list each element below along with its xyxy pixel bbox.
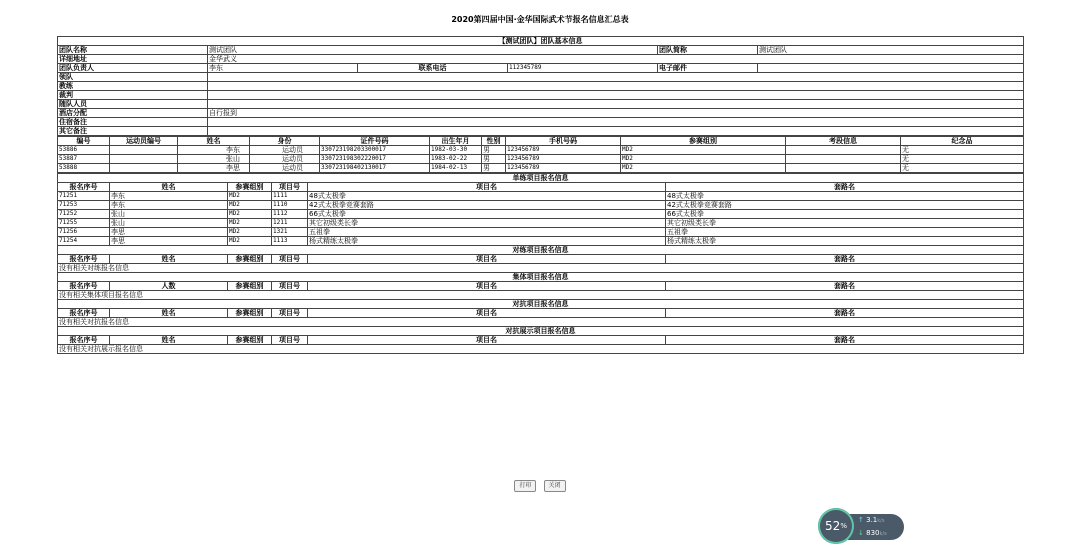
single-event-name: 42式太极拳竞赛套路 <box>308 201 666 210</box>
table-row <box>58 210 1024 219</box>
leader-label: 团队负责人 <box>58 64 208 73</box>
team-short-value: 测试团队 <box>758 46 1024 55</box>
download-speed: 830 <box>866 529 880 537</box>
print-button[interactable]: 打印 <box>514 480 536 492</box>
single-header: 姓名 <box>110 183 228 192</box>
athlete-name: 李东 <box>178 146 250 155</box>
single-reg-no: 71255 <box>58 219 110 228</box>
single-reg-no: 71251 <box>58 192 110 201</box>
basic-info-title: 【测试团队】团队基本信息 <box>58 37 1024 46</box>
athlete-phone: 123456789 <box>506 164 621 173</box>
single-group: MD2 <box>228 228 272 237</box>
athlete-id: 53887 <box>58 155 110 164</box>
zhanshi-header: 套路名 <box>666 336 1024 345</box>
email-value <box>758 64 1024 73</box>
athlete-table <box>57 136 1024 173</box>
table-row <box>58 146 1024 155</box>
athlete-gender: 男 <box>482 146 506 155</box>
athlete-role: 运动员 <box>250 164 320 173</box>
table-row <box>58 201 1024 210</box>
zhanshi-title: 对抗展示项目报名信息 <box>58 327 1024 336</box>
single-event-no: 1321 <box>272 228 308 237</box>
athlete-name: 张山 <box>178 155 250 164</box>
single-event-no: 1113 <box>272 237 308 246</box>
lodging-note-label: 住宿备注 <box>58 118 208 127</box>
single-group: MD2 <box>228 210 272 219</box>
athlete-header: 考段信息 <box>786 137 901 146</box>
memory-percent: 52 <box>825 519 841 533</box>
table-row <box>58 192 1024 201</box>
hotel-value: 自行报到 <box>208 109 1024 118</box>
group-header: 人数 <box>110 282 228 291</box>
group-header: 项目号 <box>272 282 308 291</box>
single-event-name: 48式太极拳 <box>308 192 666 201</box>
single-event-name: 杨式精练太极拳 <box>308 237 666 246</box>
athlete-header: 参赛组别 <box>621 137 786 146</box>
duilian-header: 套路名 <box>666 255 1024 264</box>
athlete-header: 编号 <box>58 137 110 146</box>
athlete-exam <box>786 164 901 173</box>
single-name: 张山 <box>110 219 228 228</box>
athlete-header: 证件号码 <box>320 137 430 146</box>
single-event-no: 1111 <box>272 192 308 201</box>
single-reg-no: 71256 <box>58 228 110 237</box>
duikang-header: 项目名 <box>308 309 666 318</box>
athlete-header: 运动员编号 <box>110 137 178 146</box>
zhanshi-header: 姓名 <box>110 336 228 345</box>
single-event-name: 五祖拳 <box>308 228 666 237</box>
single-event-table <box>57 173 1024 354</box>
single-event-no: 1110 <box>272 201 308 210</box>
team-name-label: 团队名称 <box>58 46 208 55</box>
single-event-no: 1112 <box>272 210 308 219</box>
network-speed-widget[interactable] <box>818 508 914 544</box>
download-unit: k/s <box>879 531 887 537</box>
single-routine-name: 杨式精练太极拳 <box>666 237 1024 246</box>
single-reg-no: 71254 <box>58 237 110 246</box>
athlete-role: 运动员 <box>250 155 320 164</box>
group-header: 套路名 <box>666 282 1024 291</box>
athlete-group: MD2 <box>621 146 786 155</box>
single-group: MD2 <box>228 219 272 228</box>
single-name: 李东 <box>110 192 228 201</box>
table-row <box>58 228 1024 237</box>
suidui-value <box>208 100 1024 109</box>
phone-value: 112345789 <box>508 64 658 73</box>
athlete-header: 纪念品 <box>901 137 1024 146</box>
duilian-header: 姓名 <box>110 255 228 264</box>
hotel-label: 酒店分配 <box>58 109 208 118</box>
single-event-no: 1211 <box>272 219 308 228</box>
other-note-label: 其它备注 <box>58 127 208 136</box>
single-header: 项目名 <box>308 183 666 192</box>
athlete-group: MD2 <box>621 155 786 164</box>
single-routine-name: 66式太极拳 <box>666 210 1024 219</box>
duikang-header: 姓名 <box>110 309 228 318</box>
zhanshi-header: 参赛组别 <box>228 336 272 345</box>
single-event-name: 其它初级类长拳 <box>308 219 666 228</box>
table-row <box>58 164 1024 173</box>
memory-gauge[interactable] <box>818 508 854 544</box>
zhanshi-header: 项目号 <box>272 336 308 345</box>
duikang-header: 报名序号 <box>58 309 110 318</box>
other-note-value <box>208 127 1024 136</box>
duilian-header: 项目号 <box>272 255 308 264</box>
duilian-title: 对练项目报名信息 <box>58 246 1024 255</box>
upload-unit: k/s <box>877 518 885 524</box>
memory-percent-unit: % <box>840 522 847 530</box>
email-label: 电子邮件 <box>658 64 758 73</box>
table-row <box>58 219 1024 228</box>
duilian-header: 报名序号 <box>58 255 110 264</box>
single-name: 李东 <box>110 201 228 210</box>
action-buttons <box>0 472 1080 492</box>
single-header: 套路名 <box>666 183 1024 192</box>
athlete-idcard: 330723198402130017 <box>320 164 430 173</box>
zhanshi-empty: 没有相关对抗展示报名信息 <box>58 345 1024 354</box>
athlete-exam <box>786 146 901 155</box>
athlete-birth: 1982-03-30 <box>430 146 482 155</box>
single-header: 项目号 <box>272 183 308 192</box>
leader-value: 李东 <box>208 64 358 73</box>
single-header: 参赛组别 <box>228 183 272 192</box>
athlete-birth: 1984-02-13 <box>430 164 482 173</box>
single-group: MD2 <box>228 192 272 201</box>
table-row <box>58 237 1024 246</box>
single-routine-name: 其它初级类长拳 <box>666 219 1024 228</box>
duikang-header: 套路名 <box>666 309 1024 318</box>
single-name: 李思 <box>110 228 228 237</box>
team-short-label: 团队简称 <box>658 46 758 55</box>
athlete-group: MD2 <box>621 164 786 173</box>
lingdui-value <box>208 73 1024 82</box>
group-empty: 没有相关集体项目报名信息 <box>58 291 1024 300</box>
athlete-number <box>110 146 178 155</box>
download-arrow-icon: ↓ <box>858 529 864 537</box>
close-button[interactable]: 关闭 <box>544 480 566 492</box>
duilian-header: 参赛组别 <box>228 255 272 264</box>
athlete-id: 53888 <box>58 164 110 173</box>
upload-speed: 3.1 <box>866 516 878 524</box>
registration-form <box>57 36 1023 354</box>
lodging-note-value <box>208 118 1024 127</box>
athlete-phone: 123456789 <box>506 146 621 155</box>
athlete-phone: 123456789 <box>506 155 621 164</box>
single-group: MD2 <box>228 237 272 246</box>
jiaolian-value <box>208 82 1024 91</box>
athlete-header: 姓名 <box>178 137 250 146</box>
athlete-birth: 1983-02-22 <box>430 155 482 164</box>
duikang-header: 项目号 <box>272 309 308 318</box>
athlete-idcard: 330723198203300017 <box>320 146 430 155</box>
athlete-souvenir: 无 <box>901 146 1024 155</box>
athlete-number <box>110 164 178 173</box>
athlete-idcard: 330723198302220017 <box>320 155 430 164</box>
duikang-title: 对抗项目报名信息 <box>58 300 1024 309</box>
caipan-value <box>208 91 1024 100</box>
single-reg-no: 71253 <box>58 201 110 210</box>
group-header: 项目名 <box>308 282 666 291</box>
duilian-empty: 没有相关对练报名信息 <box>58 264 1024 273</box>
table-row <box>58 155 1024 164</box>
suidui-label: 随队人员 <box>58 100 208 109</box>
address-label: 详细地址 <box>58 55 208 64</box>
address-value: 金华武义 <box>208 55 1024 64</box>
zhanshi-header: 报名序号 <box>58 336 110 345</box>
athlete-exam <box>786 155 901 164</box>
jiaolian-label: 教练 <box>58 82 208 91</box>
athlete-header: 出生年月 <box>430 137 482 146</box>
single-routine-name: 42式太极拳竞赛套路 <box>666 201 1024 210</box>
athlete-gender: 男 <box>482 164 506 173</box>
single-event-name: 66式太极拳 <box>308 210 666 219</box>
single-name: 张山 <box>110 210 228 219</box>
athlete-id: 53886 <box>58 146 110 155</box>
athlete-number <box>110 155 178 164</box>
single-event-title: 单练项目报名信息 <box>58 174 1024 183</box>
single-group: MD2 <box>228 201 272 210</box>
speed-readout <box>848 514 904 540</box>
lingdui-label: 领队 <box>58 73 208 82</box>
athlete-header: 性别 <box>482 137 506 146</box>
group-header: 参赛组别 <box>228 282 272 291</box>
duilian-header: 项目名 <box>308 255 666 264</box>
athlete-header: 手机号码 <box>506 137 621 146</box>
single-header: 报名序号 <box>58 183 110 192</box>
athlete-header: 身份 <box>250 137 320 146</box>
athlete-souvenir: 无 <box>901 164 1024 173</box>
duikang-header: 参赛组别 <box>228 309 272 318</box>
group-title: 集体项目报名信息 <box>58 273 1024 282</box>
single-name: 李思 <box>110 237 228 246</box>
zhanshi-header: 项目名 <box>308 336 666 345</box>
page-title: 2020第四届中国·金华国际武术节报名信息汇总表 <box>451 15 629 24</box>
caipan-label: 裁判 <box>58 91 208 100</box>
basic-info-table <box>57 36 1024 136</box>
single-reg-no: 71252 <box>58 210 110 219</box>
athlete-souvenir: 无 <box>901 155 1024 164</box>
duikang-empty: 没有相关对抗报名信息 <box>58 318 1024 327</box>
phone-label: 联系电话 <box>358 64 508 73</box>
team-name-value: 测试团队 <box>208 46 658 55</box>
athlete-gender: 男 <box>482 155 506 164</box>
single-routine-name: 48式太极拳 <box>666 192 1024 201</box>
athlete-name: 李思 <box>178 164 250 173</box>
single-routine-name: 五祖拳 <box>666 228 1024 237</box>
upload-arrow-icon: ↑ <box>858 516 864 524</box>
athlete-role: 运动员 <box>250 146 320 155</box>
group-header: 报名序号 <box>58 282 110 291</box>
